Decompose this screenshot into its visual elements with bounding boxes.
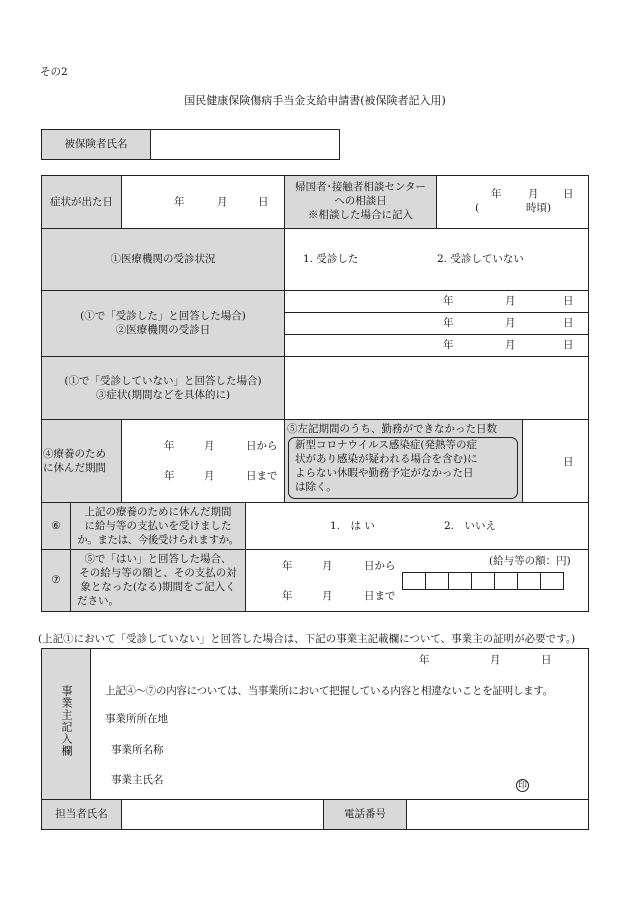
amount-digit-box[interactable] xyxy=(448,572,472,590)
employer-month: 月 xyxy=(490,654,501,666)
q2-row2-month: 月 xyxy=(505,317,516,329)
staff-name-label: 担当者氏名 xyxy=(55,808,108,820)
onset-year: 年 xyxy=(174,196,185,208)
onset-date-field[interactable] xyxy=(121,175,285,229)
amount-digit-box[interactable] xyxy=(494,572,518,590)
q2-row1-year: 年 xyxy=(443,295,454,307)
q5-note-3: よらない休暇や勤務予定がなかった日 xyxy=(295,467,474,479)
insured-name-label: 被保険者氏名 xyxy=(64,138,128,150)
q1-label: ①医療機関の受診状況 xyxy=(110,253,216,265)
q7-from-year: 年 xyxy=(282,560,293,572)
owner-name-label: 事業主氏名 xyxy=(111,774,164,786)
q3-label-cell xyxy=(41,356,285,420)
insured-name-field[interactable] xyxy=(150,129,340,160)
q7-from-suffix: 日から xyxy=(364,560,396,572)
q3-label-2: ③症状(期間などを具体的に) xyxy=(95,389,231,401)
q6-number-cell xyxy=(41,502,71,550)
q6-option-no[interactable]: 2. いいえ xyxy=(444,520,497,532)
onset-label: 症状が出た日 xyxy=(50,196,113,208)
q4-label-2: に休んだ期間 xyxy=(43,462,106,474)
page-title: 国民健康保険傷病手当金支給申請書(被保険者記入用) xyxy=(184,94,446,107)
staff-label-cell xyxy=(41,799,122,830)
office-address-label: 事業所所在地 xyxy=(105,713,168,725)
q6-text-1: 上記の療養のために休んだ期間 xyxy=(84,506,232,518)
q1-option-visited[interactable]: 1. 受診した xyxy=(303,253,359,265)
amount-digit-box[interactable] xyxy=(517,572,541,590)
insured-name-label-cell xyxy=(41,129,151,160)
q2-date-row[interactable] xyxy=(284,290,589,313)
q4-label-1: ④療養のため xyxy=(43,448,106,460)
q4-label-cell xyxy=(41,419,122,503)
q4-from-month: 月 xyxy=(204,440,215,452)
q2-date-row[interactable] xyxy=(284,334,589,357)
q4-period-field[interactable] xyxy=(121,419,285,503)
q6-text-2: に給与等の支払いを受けました xyxy=(84,520,232,532)
amount-digit-box[interactable] xyxy=(402,572,426,590)
q7-number: ⑦ xyxy=(51,574,61,586)
amount-digit-box[interactable] xyxy=(540,572,564,590)
q5-note-2: 状があり感染が疑われる場合を含む)に xyxy=(295,453,478,465)
q2-row3-year: 年 xyxy=(443,339,454,351)
q2-label-cell xyxy=(41,290,285,357)
employer-certify-field[interactable] xyxy=(90,648,589,800)
form-number: その2 xyxy=(40,66,68,78)
consult-label-3: ※相談した場合に記入 xyxy=(308,209,413,221)
consult-month: 月 xyxy=(528,188,539,200)
office-name-label: 事業所名称 xyxy=(111,744,164,756)
q2-row3-month: 月 xyxy=(505,339,516,351)
q2-row3-day: 日 xyxy=(563,339,574,351)
q2-row1-month: 月 xyxy=(505,295,516,307)
consult-label-1: 帰国者･接触者相談センター xyxy=(295,181,426,193)
q7-amount-boxes[interactable] xyxy=(403,570,564,590)
q7-text-3: 象となった(なる)期間をご記入く xyxy=(80,581,236,593)
q2-row2-day: 日 xyxy=(563,317,574,329)
q7-number-cell xyxy=(41,549,71,612)
q7-to-suffix: 日まで xyxy=(364,590,396,602)
employer-certify-text: 上記④～⑦の内容については、当事業所において把握している内容と相違ないことを証明します。 xyxy=(105,685,553,697)
q4-from-suffix: 日から xyxy=(246,440,278,452)
employer-side-label: 事業主記入欄 xyxy=(60,685,73,757)
q6-text-3: か。または、今後受けられますか。 xyxy=(77,534,239,546)
q1-label-cell xyxy=(41,228,285,291)
q3-symptoms-field[interactable] xyxy=(284,356,589,420)
q7-question-cell xyxy=(70,549,246,612)
q6-number: ⑥ xyxy=(51,520,61,532)
q7-to-year: 年 xyxy=(282,590,293,602)
q7-text-2: その給与等の額と、その支払の対 xyxy=(79,567,237,579)
employer-side-label-cell xyxy=(41,648,91,800)
q5-label-cell xyxy=(284,419,523,503)
employer-year: 年 xyxy=(419,654,430,666)
consult-label-2: への相談日 xyxy=(334,195,387,207)
q5-days-field[interactable] xyxy=(522,419,589,503)
q2-row2-year: 年 xyxy=(443,317,454,329)
employer-notice: (上記①において「受診していない」と回答した場合は、下記の事業主記載欄について、事業主の証明が必要です。) xyxy=(38,633,576,645)
q7-period-amount-cell[interactable] xyxy=(245,549,589,612)
q4-from-year: 年 xyxy=(164,440,175,452)
q1-options-cell xyxy=(284,228,589,291)
consult-label-cell xyxy=(284,175,437,229)
onset-month: 月 xyxy=(217,196,228,208)
q7-from-month: 月 xyxy=(322,560,333,572)
q6-question-cell xyxy=(70,502,246,550)
q4-to-year: 年 xyxy=(164,470,175,482)
seal-mark xyxy=(516,773,529,792)
phone-label: 電話番号 xyxy=(344,808,386,820)
onset-day: 日 xyxy=(258,196,269,208)
seal-icon: 印 xyxy=(517,781,527,791)
q3-label-1: (①で「受診していない」と回答した場合) xyxy=(64,375,262,387)
q5-note-4: は除く。 xyxy=(295,481,337,493)
staff-name-field[interactable] xyxy=(121,799,324,830)
consult-paren: ( xyxy=(475,202,480,214)
q2-label-2: ②医療機関の受診日 xyxy=(115,324,211,336)
q2-label-1: (①で「受診した」と回答した場合) xyxy=(80,310,246,322)
q2-row1-day: 日 xyxy=(563,295,574,307)
q5-day-unit: 日 xyxy=(563,456,574,468)
amount-digit-box[interactable] xyxy=(425,572,449,590)
q7-amount-label: (給与等の額：円) xyxy=(489,555,571,567)
q6-options-cell xyxy=(245,502,589,550)
employer-day: 日 xyxy=(541,654,552,666)
onset-label-cell xyxy=(41,175,122,229)
q4-to-month: 月 xyxy=(204,470,215,482)
amount-digit-box[interactable] xyxy=(471,572,495,590)
q7-text-4: ださい。 xyxy=(77,595,119,607)
q2-date-row[interactable] xyxy=(284,312,589,335)
phone-label-cell xyxy=(323,799,407,830)
q5-label: ⑤左記期間のうち、勤務ができなかった日数 xyxy=(287,423,497,435)
consult-date-field[interactable] xyxy=(436,175,589,229)
q1-option-not-visited[interactable]: 2. 受診していない xyxy=(437,253,524,265)
q6-option-yes[interactable]: 1. は い xyxy=(330,520,375,532)
q5-note-1: 新型コロナウイルス感染症(発熱等の症 xyxy=(295,439,477,451)
consult-year: 年 xyxy=(491,188,502,200)
phone-field[interactable] xyxy=(406,799,589,830)
q7-to-month: 月 xyxy=(322,590,333,602)
q4-to-suffix: 日まで xyxy=(246,470,278,482)
consult-day: 日 xyxy=(563,188,574,200)
q7-text-1: ⑤で「はい」と回答した場合、 xyxy=(84,553,232,565)
consult-hour: 時頃) xyxy=(526,202,552,214)
